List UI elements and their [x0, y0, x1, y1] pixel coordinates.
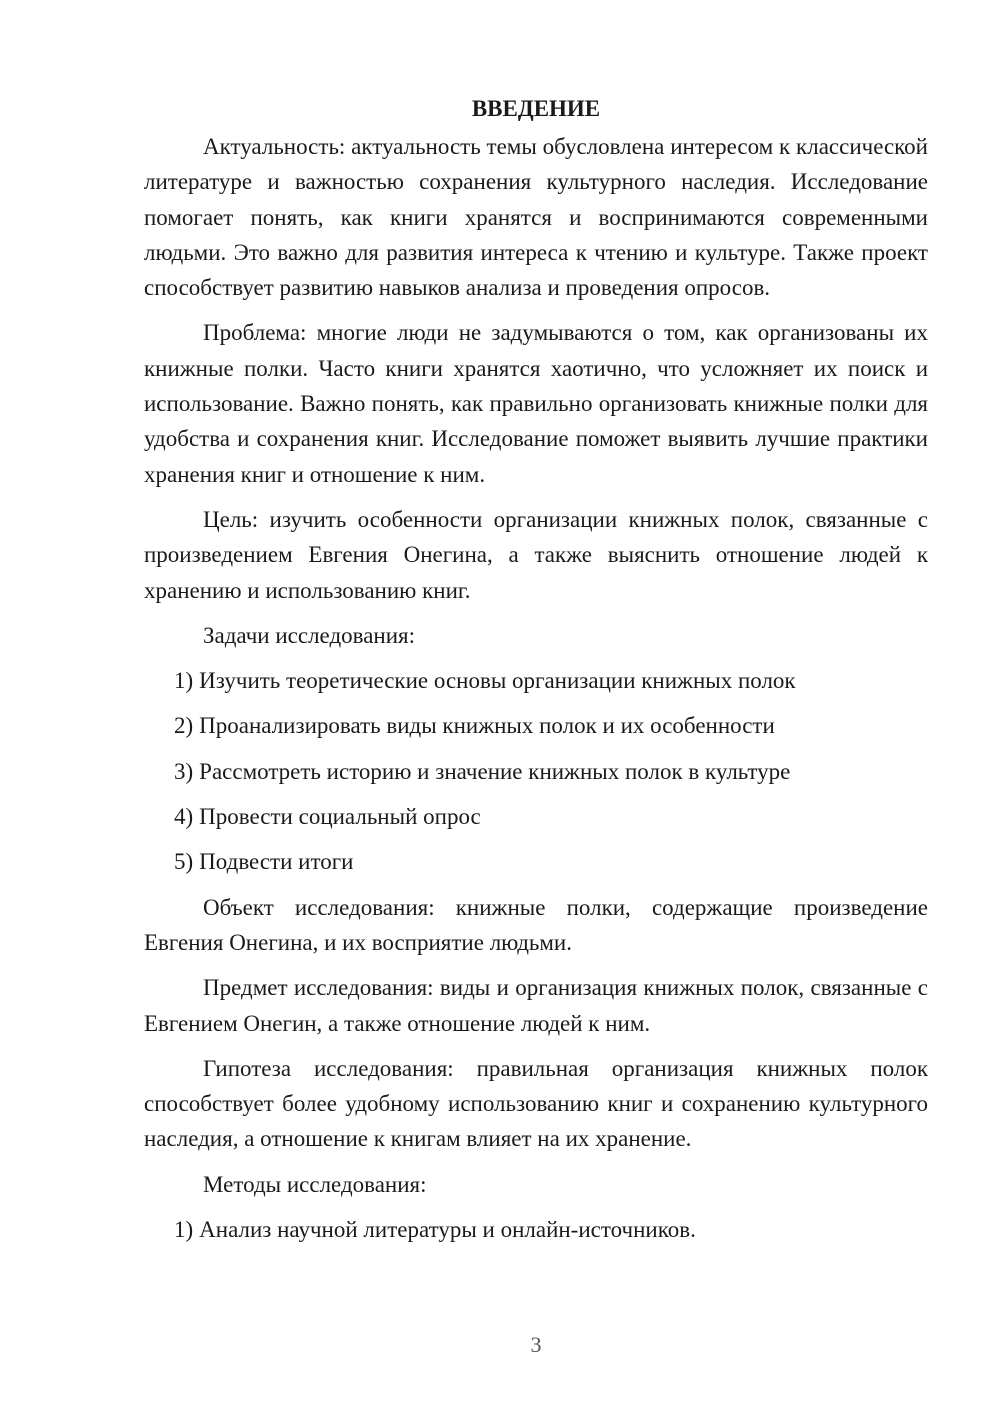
relevance-paragraph: Актуальность: актуальность темы обусловлена интересом к классической литературе и важностью сохранения культурного наследия. Исследование помогает понять, как книги хранятся и воспринимаются современными людьми. Это важно для развития интереса к чтению и культуре. Также проект способствует развитию навыков анализа и проведения опросов. — [144, 134, 928, 301]
tasks-heading: Задачи исследования: — [203, 622, 416, 648]
object-paragraph: Объект исследования: книжные полки, содержащие произведение Евгения Онегина, и их восприятие людьми. — [144, 894, 928, 955]
subject-paragraph: Предмет исследования: виды и организация книжных полок, связанные с Евгением Онегин, а также отношение людей к ним. — [144, 975, 928, 1036]
page-number: 3 — [530, 1332, 542, 1357]
problem-paragraph: Проблема: многие люди не задумываются о том, как организованы их книжные полки. Часто книги хранятся хаотично, что усложняет их поиск и использование. Важно понять, как правильно организовать книжные полки для удобства и сохранения книг. Исследование поможет выявить лучшие практики хранения книг и отношение к ним. — [144, 320, 928, 487]
section-title: ВВЕДЕНИЕ — [471, 96, 601, 121]
methods-heading: Методы исследования: — [203, 1171, 427, 1197]
list-item: 1) Анализ научной литературы и онлайн-источников. — [174, 1217, 696, 1243]
list-item: 3) Рассмотреть историю и значение книжных полок в культуре — [174, 758, 791, 784]
methods-list — [144, 1212, 928, 1247]
list-item: 5) Подвести итоги — [174, 849, 354, 875]
hypothesis-paragraph: Гипотеза исследования: правильная организация книжных полок способствует более удобному использованию книг и сохранению культурного наследия, а отношение к книгам влияет на их хранение. — [144, 1055, 928, 1152]
tasks-list — [144, 663, 928, 879]
list-item: 2) Проанализировать виды книжных полок и их особенности — [174, 713, 775, 739]
list-item: 4) Провести социальный опрос — [174, 804, 481, 830]
goal-paragraph: Цель: изучить особенности организации книжных полок, связанные с произведением Евгения Онегина, а также выяснить отношение людей к хранению и использованию книг. — [144, 506, 928, 603]
list-item: 1) Изучить теоретические основы организации книжных полок — [174, 668, 796, 694]
document-page — [144, 94, 928, 1257]
